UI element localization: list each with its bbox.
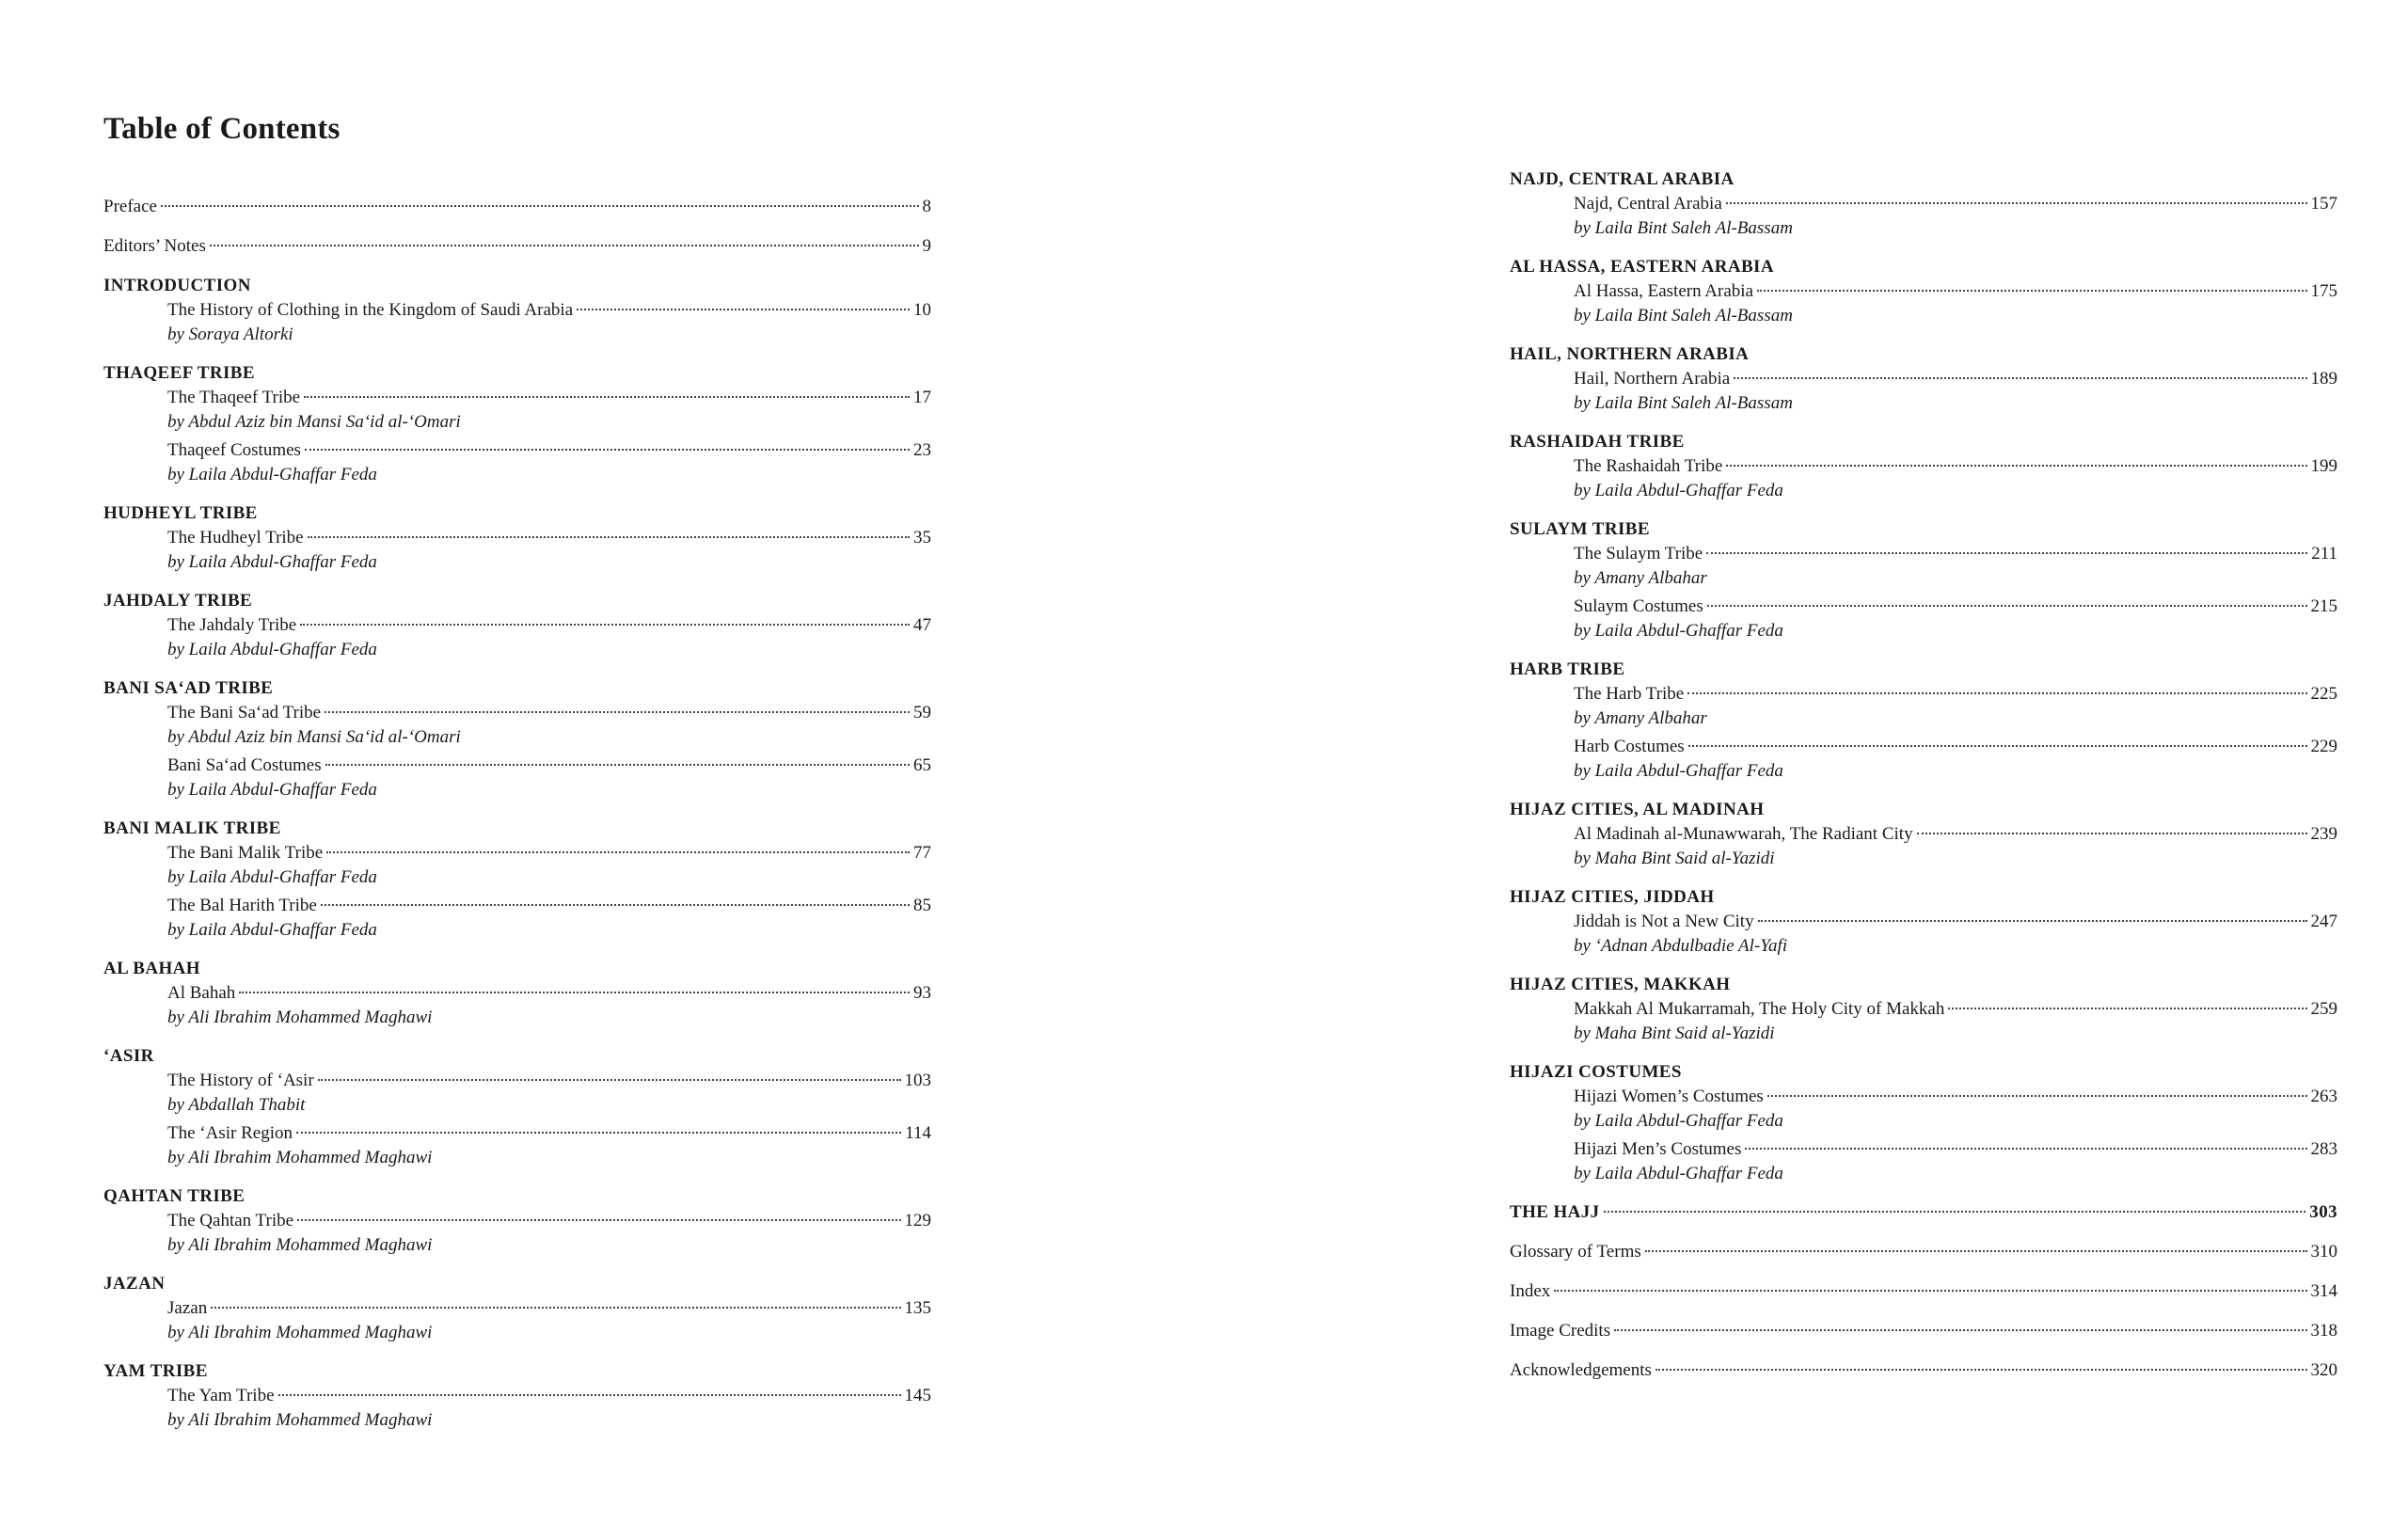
page-number: 229 <box>2310 737 2337 756</box>
page-number: 35 <box>913 528 931 548</box>
page-number: 47 <box>913 615 931 635</box>
toc-entry <box>103 754 931 802</box>
toc-entry <box>1510 1319 2337 1343</box>
toc-section <box>1510 658 2337 784</box>
page-number: 129 <box>904 1211 931 1230</box>
section-heading: ‘ASIR <box>103 1046 154 1066</box>
entry-author: by Soraya Altorki <box>167 325 293 344</box>
dot-leader <box>325 764 910 766</box>
dot-leader <box>1707 605 2307 607</box>
page-number: 259 <box>2310 999 2337 1019</box>
toc-entry <box>1510 595 2337 643</box>
entry-row <box>167 1069 931 1093</box>
section-heading: NAJD, CENTRAL ARABIA <box>1510 169 1735 189</box>
page-number: 17 <box>913 388 931 407</box>
toc-section <box>103 1359 931 1433</box>
entry-title: The History of ‘Asir <box>167 1071 314 1090</box>
page-number: 215 <box>2310 596 2337 616</box>
toc-entry <box>103 298 931 347</box>
toc-section <box>103 676 931 802</box>
section-heading: HIJAZI COSTUMES <box>1510 1062 1682 1082</box>
entry-title: Al Hassa, Eastern Arabia <box>1574 281 1753 301</box>
dot-leader <box>1706 552 2307 554</box>
entry-author: by ‘Adnan Abdulbadie Al-Yafi <box>1574 936 1788 956</box>
section-heading: BANI MALIK TRIBE <box>103 818 281 838</box>
section-heading: AL HASSA, EASTERN ARABIA <box>1510 257 1774 277</box>
dot-leader <box>239 992 910 993</box>
entry-title: Thaqeef Costumes <box>167 440 301 460</box>
dot-leader <box>1614 1329 2306 1331</box>
dot-leader <box>1758 920 2307 922</box>
page-number: 93 <box>913 983 931 1003</box>
entry-author: by Laila Abdul-Ghaffar Feda <box>167 920 377 940</box>
page-number: 85 <box>913 896 931 915</box>
dot-leader <box>321 904 910 906</box>
entry-title: The Qahtan Tribe <box>167 1211 294 1230</box>
entry-title: Harb Costumes <box>1574 737 1685 756</box>
toc-entry <box>1510 682 2337 731</box>
entry-row <box>1574 997 2337 1022</box>
front-matter-list <box>103 195 931 259</box>
entry-row <box>1574 454 2337 479</box>
section-heading: HIJAZ CITIES, JIDDAH <box>1510 887 1715 907</box>
right-page <box>1510 0 2337 1398</box>
entry-author: by Laila Abdul-Ghaffar Feda <box>167 867 377 887</box>
section-heading: JAZAN <box>103 1274 166 1294</box>
page-number: 77 <box>913 843 931 863</box>
entry-author: by Laila Abdul-Ghaffar Feda <box>1574 1164 1783 1183</box>
dot-leader <box>1687 692 2306 694</box>
entry-author: by Laila Abdul-Ghaffar Feda <box>1574 1111 1783 1131</box>
entry-row <box>1574 367 2337 391</box>
entry-author: by Ali Ibrahim Mohammed Maghawi <box>167 1323 433 1342</box>
toc-section <box>103 361 931 487</box>
page-number: 114 <box>905 1123 931 1143</box>
page-number: 8 <box>922 197 931 216</box>
entry-row <box>167 1296 931 1321</box>
back-matter-list <box>1510 1200 2337 1383</box>
toc-entry <box>103 386 931 435</box>
page-number: 283 <box>2310 1139 2337 1159</box>
toc-entry <box>1510 1137 2337 1186</box>
entry-author: by Abdul Aziz bin Mansi Sa‘id al-‘Omari <box>167 412 461 432</box>
entry-title: The Hudheyl Tribe <box>167 528 304 548</box>
toc-entry <box>103 894 931 943</box>
dot-leader <box>326 851 910 853</box>
entry-author: by Laila Bint Saleh Al-Bassam <box>1574 306 1793 325</box>
page-number: 9 <box>922 236 931 256</box>
entry-row <box>167 1121 931 1146</box>
page-number: 59 <box>913 703 931 722</box>
entry-title: Preface <box>103 197 157 216</box>
entry-title: The Sulaym Tribe <box>1574 544 1703 564</box>
toc-entry <box>103 526 931 575</box>
toc-section <box>1510 342 2337 416</box>
toc-entry <box>103 234 931 259</box>
toc-entry <box>1510 1279 2337 1304</box>
entry-row <box>1574 595 2337 619</box>
toc-entry <box>103 841 931 890</box>
toc-entry <box>103 981 931 1030</box>
page-number: 263 <box>2310 1087 2337 1106</box>
page-number: 303 <box>2309 1202 2337 1222</box>
entry-author: by Ali Ibrahim Mohammed Maghawi <box>167 1008 433 1027</box>
entry-author: by Abdallah Thabit <box>167 1095 306 1115</box>
toc-entry <box>1510 1085 2337 1134</box>
toc-section <box>1510 517 2337 643</box>
toc-entry <box>103 1384 931 1433</box>
section-heading: QAHTAN TRIBE <box>103 1186 246 1206</box>
dot-leader <box>1745 1148 2306 1150</box>
dot-leader <box>297 1219 900 1221</box>
toc-section <box>1510 430 2337 503</box>
entry-row <box>1574 822 2337 847</box>
entry-author: by Amany Albahar <box>1574 708 1707 728</box>
dot-leader <box>278 1394 901 1396</box>
dot-leader <box>1688 745 2307 747</box>
entry-author: by Ali Ibrahim Mohammed Maghawi <box>167 1148 433 1167</box>
entry-title: The Bani Sa‘ad Tribe <box>167 703 322 722</box>
entry-author: by Amany Albahar <box>1574 568 1707 588</box>
toc-section <box>103 1184 931 1258</box>
toc-section <box>1510 255 2337 328</box>
page-number: 320 <box>2310 1360 2337 1380</box>
page-number: 145 <box>904 1386 931 1405</box>
section-heading: HIJAZ CITIES, AL MADINAH <box>1510 800 1765 819</box>
entry-row <box>167 1384 931 1408</box>
page-number: 103 <box>904 1071 931 1090</box>
page-title: Table of Contents <box>103 112 341 146</box>
entry-row <box>167 894 931 918</box>
entry-title: Makkah Al Mukarramah, The Holy City of Makkah <box>1574 999 1945 1019</box>
dot-leader <box>1604 1211 2306 1213</box>
page-number: 189 <box>2310 369 2337 389</box>
toc-entry <box>103 195 931 219</box>
toc-entry <box>1510 454 2337 503</box>
dot-leader <box>1554 1290 2306 1292</box>
dot-leader <box>300 624 910 626</box>
entry-row <box>1574 1137 2337 1162</box>
page-number: 135 <box>904 1298 931 1318</box>
page-number: 175 <box>2310 281 2337 301</box>
section-heading: THAQEEF TRIBE <box>103 363 255 383</box>
entry-row <box>167 841 931 865</box>
entry-title: Hijazi Men’s Costumes <box>1574 1139 1742 1159</box>
entry-row <box>167 438 931 463</box>
toc-section <box>1510 167 2337 241</box>
toc-entry <box>1510 367 2337 416</box>
toc-entry <box>1510 1358 2337 1383</box>
entry-author: by Abdul Aziz bin Mansi Sa‘id al-‘Omari <box>167 727 461 747</box>
entry-title: The ‘Asir Region <box>167 1123 293 1143</box>
entry-row <box>167 386 931 410</box>
dot-leader <box>1767 1095 2307 1097</box>
entry-author: by Laila Abdul-Ghaffar Feda <box>167 640 377 659</box>
entry-row <box>167 981 931 1006</box>
toc-entry <box>1510 735 2337 784</box>
page-number: 318 <box>2310 1321 2337 1341</box>
entry-author: by Maha Bint Said al-Yazidi <box>1574 849 1775 868</box>
toc-entry <box>1510 910 2337 959</box>
toc-entry <box>103 1209 931 1258</box>
entry-row <box>1574 910 2337 934</box>
section-heading: SULAYM TRIBE <box>1510 519 1650 539</box>
section-heading: HAIL, NORTHERN ARABIA <box>1510 344 1750 364</box>
section-heading: RASHAIDAH TRIBE <box>1510 432 1685 452</box>
entry-title: Najd, Central Arabia <box>1574 194 1722 214</box>
entry-row <box>167 754 931 778</box>
entry-row <box>1574 735 2337 759</box>
page-number: 247 <box>2310 912 2337 931</box>
entry-title: The History of Clothing in the Kingdom of Saudi Arabia <box>167 300 574 320</box>
entry-title: Al Madinah al-Munawwarah, The Radiant City <box>1574 824 1913 844</box>
entry-title: Jazan <box>167 1298 208 1318</box>
dot-leader <box>1757 290 2307 292</box>
entry-title: Acknowledgements <box>1510 1360 1652 1380</box>
page-number: 239 <box>2310 824 2337 844</box>
entry-author: by Laila Abdul-Ghaffar Feda <box>167 552 377 572</box>
entry-row <box>1574 279 2337 304</box>
page-number: 310 <box>2310 1242 2337 1262</box>
page-number: 10 <box>913 300 931 320</box>
page-number: 211 <box>2311 544 2337 564</box>
dot-leader <box>1645 1250 2307 1252</box>
dot-leader <box>210 245 919 246</box>
entry-title: Hijazi Women’s Costumes <box>1574 1087 1764 1106</box>
page-number: 314 <box>2310 1281 2337 1301</box>
entry-author: by Maha Bint Said al-Yazidi <box>1574 1024 1775 1043</box>
toc-section <box>103 1272 931 1345</box>
toc-entry <box>1510 1200 2337 1225</box>
dot-leader <box>1734 377 2306 379</box>
dot-leader <box>1726 465 2306 467</box>
entry-title: Jiddah is Not a New City <box>1574 912 1754 931</box>
entry-author: by Ali Ibrahim Mohammed Maghawi <box>167 1410 433 1430</box>
toc-section <box>1510 798 2337 871</box>
toc-entry <box>103 613 931 662</box>
dot-leader <box>211 1307 900 1309</box>
entry-author: by Ali Ibrahim Mohammed Maghawi <box>167 1235 433 1255</box>
entry-author: by Laila Abdul-Ghaffar Feda <box>167 780 377 800</box>
entry-title: THE HAJJ <box>1510 1202 1600 1222</box>
dot-leader <box>304 396 910 398</box>
section-heading: BANI SA‘AD TRIBE <box>103 678 274 698</box>
section-heading: JAHDALY TRIBE <box>103 591 253 611</box>
entry-author: by Laila Bint Saleh Al-Bassam <box>1574 218 1793 238</box>
dot-leader <box>1917 833 2307 834</box>
toc-entry <box>103 1121 931 1170</box>
entry-row <box>167 613 931 638</box>
dot-leader <box>305 449 910 451</box>
toc-entry <box>1510 822 2337 871</box>
page-number: 225 <box>2310 684 2337 704</box>
right-sections-list <box>1510 167 2337 1186</box>
entry-row <box>167 1209 931 1233</box>
section-heading: HUDHEYL TRIBE <box>103 503 258 523</box>
entry-title: The Bani Malik Tribe <box>167 843 324 863</box>
toc-section <box>103 501 931 575</box>
entry-row <box>167 526 931 550</box>
entry-title: Sulaym Costumes <box>1574 596 1703 616</box>
section-heading: AL BAHAH <box>103 959 200 978</box>
dot-leader <box>308 536 910 538</box>
entry-title: Glossary of Terms <box>1510 1242 1641 1262</box>
section-heading: HARB TRIBE <box>1510 659 1625 679</box>
toc-section <box>1510 885 2337 959</box>
dot-leader <box>325 711 910 713</box>
entry-author: by Laila Abdul-Ghaffar Feda <box>1574 621 1783 641</box>
entry-title: Bani Sa‘ad Costumes <box>167 755 322 775</box>
toc-section <box>1510 973 2337 1046</box>
page-number: 23 <box>913 440 931 460</box>
toc-entry <box>1510 192 2337 241</box>
section-heading: INTRODUCTION <box>103 276 251 295</box>
toc-section <box>103 589 931 662</box>
toc-entry <box>1510 1240 2337 1264</box>
toc-section <box>103 1044 931 1170</box>
entry-title: The Yam Tribe <box>167 1386 275 1405</box>
dot-leader <box>296 1132 901 1134</box>
entry-title: Al Bahah <box>167 983 236 1003</box>
entry-row <box>1574 682 2337 706</box>
entry-row <box>1574 192 2337 216</box>
entry-author: by Laila Abdul-Ghaffar Feda <box>167 465 377 484</box>
toc-entry <box>1510 542 2337 591</box>
toc-entry <box>103 1296 931 1345</box>
entry-title: The Bal Harith Tribe <box>167 896 317 915</box>
entry-author: by Laila Abdul-Ghaffar Feda <box>1574 481 1783 500</box>
dot-leader <box>577 309 910 310</box>
entry-row <box>167 701 931 725</box>
toc-entry <box>103 1069 931 1118</box>
page-number: 157 <box>2310 194 2337 214</box>
dot-leader <box>1656 1369 2307 1371</box>
entry-title: The Thaqeef Tribe <box>167 388 301 407</box>
entry-title: Editors’ Notes <box>103 236 206 256</box>
entry-row <box>1574 1085 2337 1109</box>
page-number: 199 <box>2310 456 2337 476</box>
toc-entry <box>103 701 931 750</box>
entry-author: by Laila Bint Saleh Al-Bassam <box>1574 393 1793 413</box>
left-page <box>103 0 931 1447</box>
dot-leader <box>318 1079 901 1081</box>
dot-leader <box>1726 202 2307 204</box>
entry-title: The Harb Tribe <box>1574 684 1685 704</box>
toc-section <box>103 817 931 943</box>
toc-section <box>103 957 931 1030</box>
page-number: 65 <box>913 755 931 775</box>
dot-leader <box>1948 1008 2306 1009</box>
toc-entry <box>103 438 931 487</box>
left-sections-list <box>103 274 931 1433</box>
entry-title: The Jahdaly Tribe <box>167 615 297 635</box>
toc-entry <box>1510 279 2337 328</box>
section-heading: YAM TRIBE <box>103 1361 208 1381</box>
section-heading: HIJAZ CITIES, MAKKAH <box>1510 975 1731 994</box>
dot-leader <box>161 205 919 207</box>
toc-section <box>1510 1060 2337 1186</box>
entry-row <box>167 298 931 323</box>
entry-title: Hail, Northern Arabia <box>1574 369 1731 389</box>
entry-title: Index <box>1510 1281 1551 1301</box>
entry-title: The Rashaidah Tribe <box>1574 456 1723 476</box>
toc-entry <box>1510 997 2337 1046</box>
entry-row <box>1574 542 2337 566</box>
entry-author: by Laila Abdul-Ghaffar Feda <box>1574 761 1783 781</box>
entry-title: Image Credits <box>1510 1321 1611 1341</box>
toc-section <box>103 274 931 347</box>
